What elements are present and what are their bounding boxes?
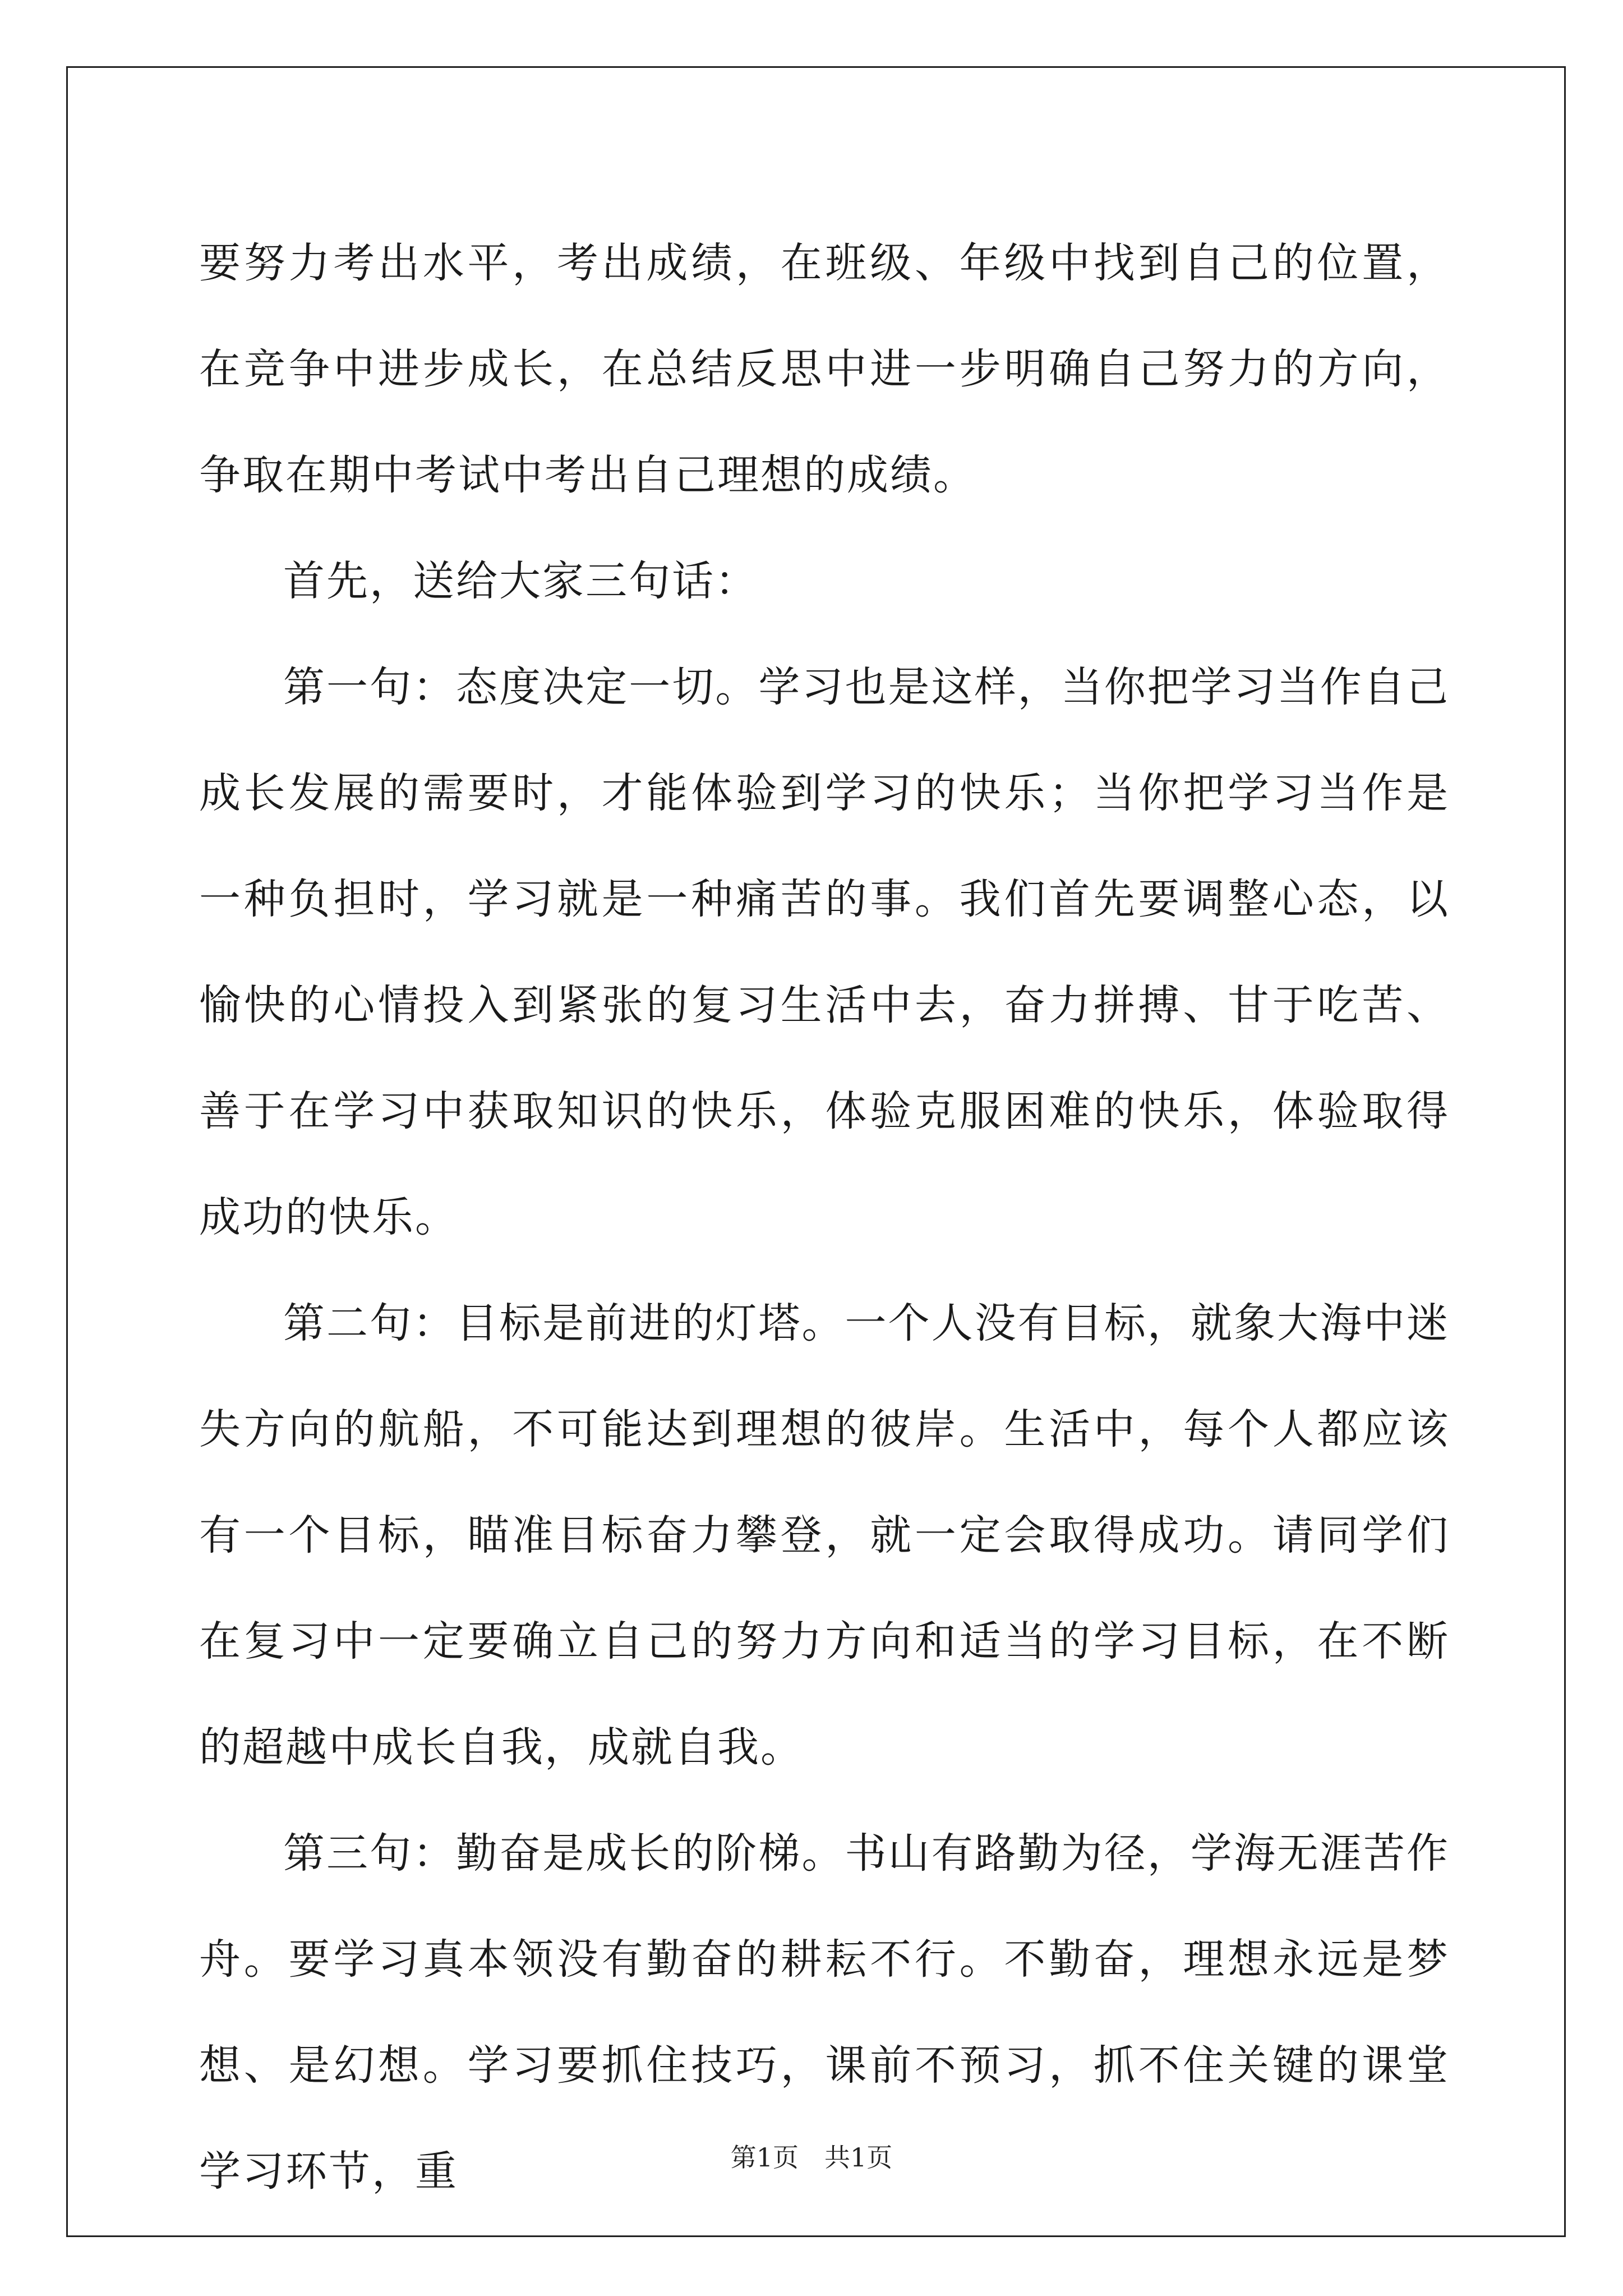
document-body <box>199 210 1450 2225</box>
paragraph-three-sentences: 首先，送给大家三句话： <box>283 557 758 605</box>
paragraph-sentence-two: 第二句：目标是前进的灯塔。一个人没有目标，就象大海中迷失方向的航船，不可能达到理想的彼岸。生活中，每个人都应该有一个目标，瞄准目标奋力攀登，就一定会取得成功。请同学们在复习中一定要确立自己的努力方向和适当的学习目标，在不断的超越中成长自我，成就自我。 <box>199 1299 1450 1772</box>
paragraph-sentence-one: 第一句：态度决定一切。学习也是这样，当你把学习当作自己成长发展的需要时，才能体验到学习的快乐；当你把学习当作是一种负担时，学习就是一种痛苦的事。我们首先要调整心态，以愉快的心情投入到紧张的复习生活中去，奋力拼搏、甘于吃苦、善于在学习中获取知识的快乐，体验克服困难的快乐，体验取得成功的快乐。 <box>199 663 1450 1241</box>
page-number-total: 共1页 <box>824 2142 893 2173</box>
paragraph-intro: 要努力考出水平，考出成绩，在班级、年级中找到自己的位置，在竞争中进步成长，在总结反思中进一步明确自己努力的方向，争取在期中考试中考出自己理想的成绩。 <box>199 239 1450 499</box>
paragraph-sentence-three: 第三句：勤奋是成长的阶梯。书山有路勤为径，学海无涯苦作舟。要学习真本领没有勤奋的耕耘不行。不勤奋，理想永远是梦想、是幻想。学习要抓住技巧，课前不预习，抓不住关键的课堂学习环节，重 <box>199 1829 1450 2196</box>
page-number-current: 第1页 <box>730 2142 799 2173</box>
page-footer <box>0 2137 1623 2174</box>
